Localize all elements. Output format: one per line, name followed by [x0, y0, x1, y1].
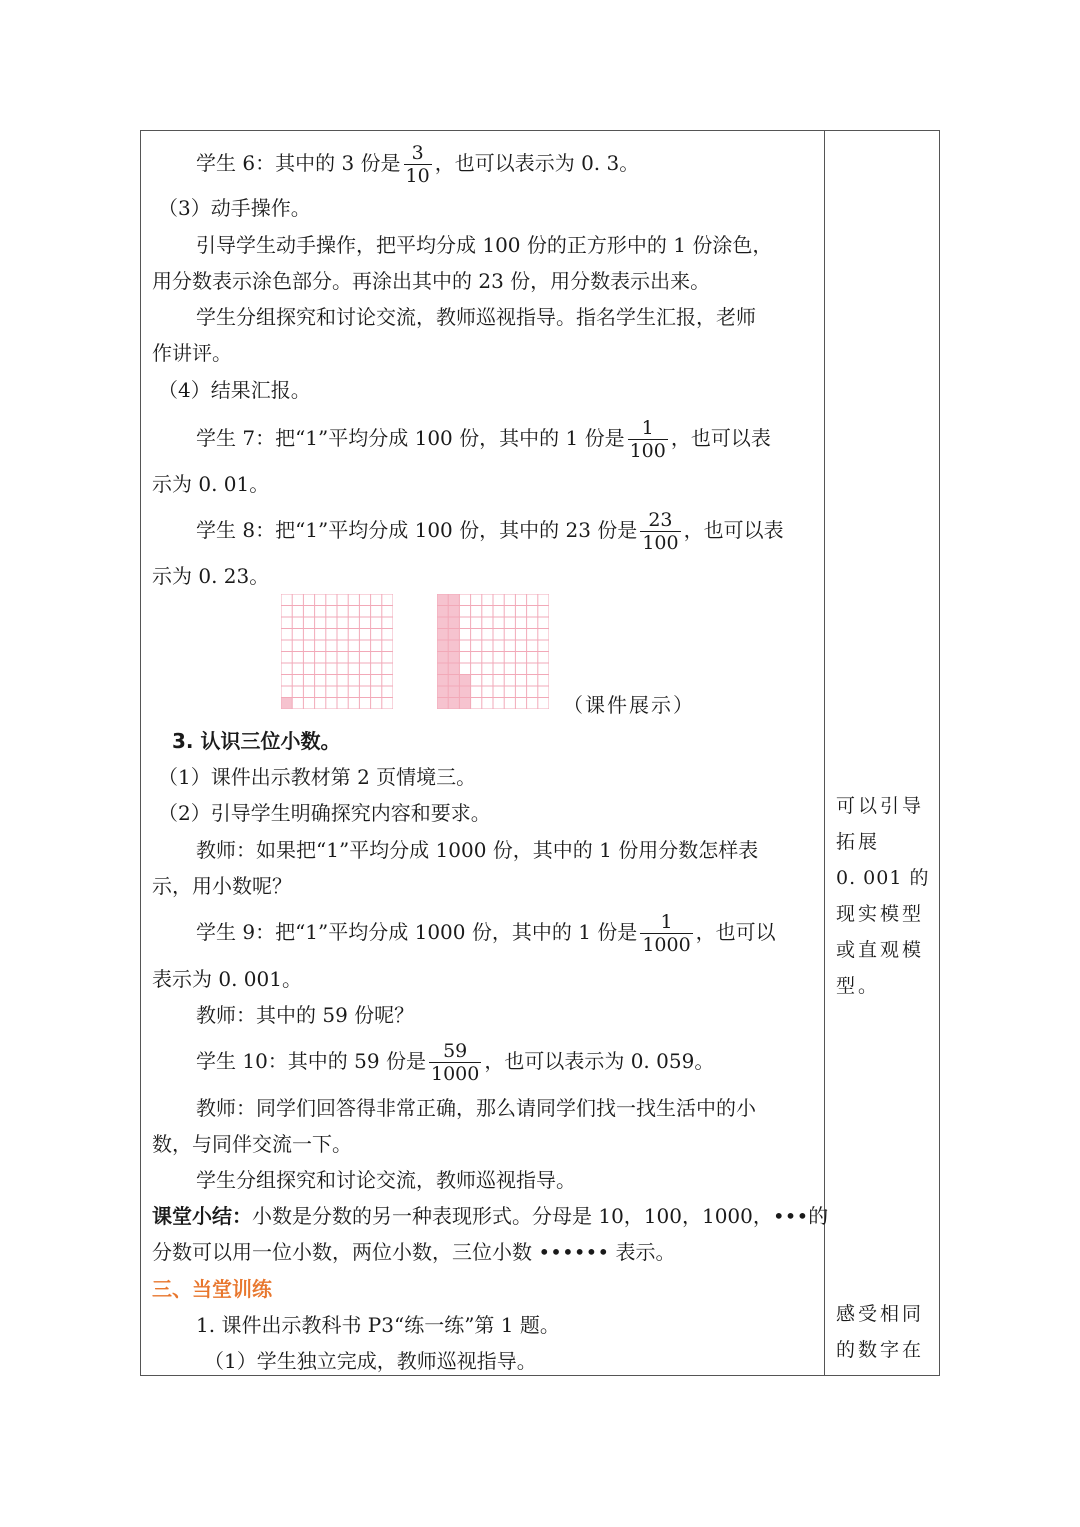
- side-note-line: 拓展: [836, 831, 881, 853]
- paragraph-line: 引导学生动手操作，把平均分成 100 份的正方形中的 1 份涂色，: [196, 233, 773, 257]
- side-note-line: 现实模型: [836, 903, 925, 925]
- shaded-cell: [448, 663, 459, 675]
- paragraph-line: 示为 0. 01。: [152, 472, 270, 496]
- paragraph-line: （1）课件出示教材第 2 页情境三。: [158, 765, 477, 789]
- side-note-line: 型。: [836, 975, 881, 997]
- shaded-cell: [448, 640, 459, 652]
- fraction: $\frac{1}{100}$: [629, 417, 666, 462]
- side-note-line: 或直观模: [836, 939, 925, 961]
- student-8-line: 学生 8：把“1”平均分成 100 份，其中的 23 份是 $\frac{23}{100}$ ，也可以表: [196, 509, 784, 554]
- step-4-heading: （4）结果汇报。: [158, 378, 311, 402]
- student-9-line: 学生 9：把“1”平均分成 1000 份，其中的 1 份是 $\frac{1}{1000}$ ，也可以: [196, 911, 776, 956]
- shaded-cell: [448, 629, 459, 641]
- shaded-cell: [437, 640, 448, 652]
- teacher-line: 教师：其中的 59 份呢？: [196, 1003, 415, 1027]
- step-3-heading: （3）动手操作。: [158, 196, 311, 220]
- side-note-line: 的数字在: [836, 1339, 925, 1361]
- shaded-cell: [437, 617, 448, 629]
- student-7-line: 学生 7：把“1”平均分成 100 份，其中的 1 份是 $\frac{1}{100}$ ，也可以表: [196, 417, 771, 462]
- paragraph-line: 数，与同伴交流一下。: [152, 1132, 352, 1156]
- hundred-grid-1-shaded: [281, 594, 393, 709]
- paragraph-line: 表示为 0. 001。: [152, 967, 302, 991]
- side-note-line: 感受相同: [836, 1303, 925, 1325]
- shaded-cell: [437, 686, 448, 698]
- paragraph-line: 用分数表示涂色部分。再涂出其中的 23 份，用分数表示出来。: [152, 269, 711, 293]
- paragraph-line: 1. 课件出示教科书 P3“练一练”第 1 题。: [196, 1313, 560, 1337]
- section-heading-practice: 三、当堂训练: [152, 1277, 272, 1301]
- column-divider: [824, 130, 825, 1376]
- shaded-cell: [437, 663, 448, 675]
- shaded-cell: [448, 698, 459, 710]
- shaded-cell: [437, 675, 448, 687]
- fraction: $\frac{3}{10}$: [405, 142, 430, 187]
- shaded-cell: [281, 698, 292, 710]
- fraction: $\frac{1}{1000}$: [642, 911, 691, 956]
- shaded-cell: [448, 652, 459, 664]
- paragraph-line: （2）引导学生明确探究内容和要求。: [158, 801, 491, 825]
- student-10-line: 学生 10：其中的 59 份是 $\frac{59}{1000}$ ，也可以表示为 0. 059。: [196, 1040, 715, 1085]
- section-heading-3: 3. 认识三位小数。: [172, 729, 341, 753]
- shaded-cell: [448, 594, 459, 606]
- side-note-line: 可以引导: [836, 795, 925, 817]
- courseware-caption: （课件展示）: [563, 693, 695, 717]
- hundred-grid-23-shaded: [437, 594, 549, 709]
- fraction: $\frac{23}{100}$: [642, 509, 679, 554]
- shaded-cell: [437, 629, 448, 641]
- teacher-line: 教师：如果把“1”平均分成 1000 份，其中的 1 份用分数怎样表: [196, 838, 759, 862]
- shaded-cell: [459, 698, 470, 710]
- shaded-cell: [448, 617, 459, 629]
- shaded-cell: [459, 675, 470, 687]
- student-6-line: 学生 6：其中的 3 份是 $\frac{3}{10}$ ，也可以表示为 0. 3。: [196, 142, 640, 187]
- shaded-cell: [448, 606, 459, 618]
- shaded-cell: [437, 594, 448, 606]
- shaded-cell: [437, 652, 448, 664]
- shaded-cell: [437, 606, 448, 618]
- side-note-line: 0. 001 的: [836, 867, 930, 889]
- summary-line: 课堂小结：小数是分数的另一种表现形式。分母是 10，100，1000，•••的: [152, 1204, 829, 1228]
- fraction: $\frac{59}{1000}$: [430, 1040, 480, 1085]
- paragraph-line: 分数可以用一位小数，两位小数，三位小数 •••••• 表示。: [152, 1240, 676, 1264]
- paragraph-line: 学生分组探究和讨论交流，教师巡视指导。: [196, 1168, 576, 1192]
- shaded-cell: [448, 686, 459, 698]
- shaded-cell: [448, 675, 459, 687]
- teacher-line: 教师：同学们回答得非常正确，那么请同学们找一找生活中的小: [196, 1096, 756, 1120]
- paragraph-line: 作讲评。: [152, 341, 232, 365]
- paragraph-line: 学生分组探究和讨论交流，教师巡视指导。指名学生汇报，老师: [196, 305, 756, 329]
- shaded-cell: [459, 686, 470, 698]
- paragraph-line: （1）学生独立完成，教师巡视指导。: [204, 1349, 537, 1373]
- paragraph-line: 示为 0. 23。: [152, 564, 270, 588]
- summary-label: 课堂小结：: [152, 1204, 252, 1228]
- shaded-cell: [437, 698, 448, 710]
- paragraph-line: 示，用小数呢？: [152, 874, 292, 898]
